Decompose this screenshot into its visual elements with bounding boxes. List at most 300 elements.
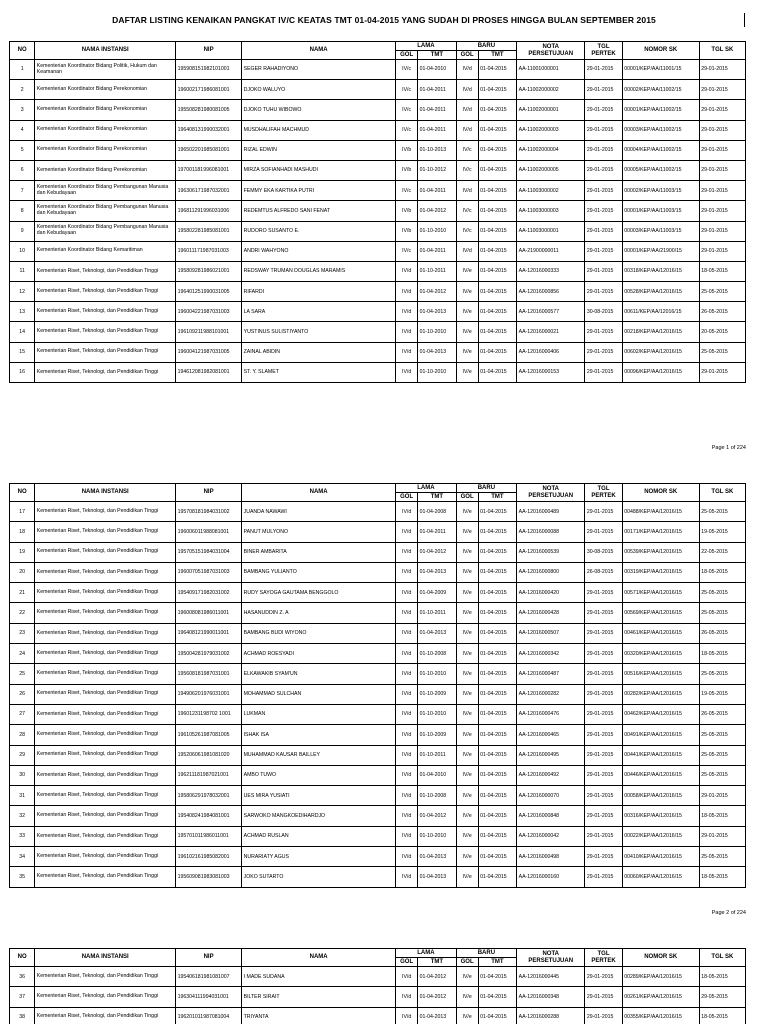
cell-baru-tmt: 01-04-2015 [478, 806, 517, 826]
cell-tgl-pertek: 29-01-2015 [585, 100, 622, 120]
cell-lama-gol: IV/d [396, 261, 418, 281]
cell-baru-tmt: 01-04-2015 [478, 704, 517, 724]
cell-baru-gol: IV/e [456, 603, 478, 623]
cell-lama-tmt: 01-04-2013 [418, 1007, 457, 1024]
cell-nomor-sk: 00528/KEP/AA/12016/15 [622, 282, 699, 302]
cell-nota: AA-12016000070 [517, 786, 585, 806]
cell-baru-gol: IV/e [456, 562, 478, 582]
cell-nomor-sk: 00022/KEP/AA/12016/15 [622, 826, 699, 846]
cell-nota: AA-11002000001 [517, 100, 585, 120]
cell-tgl-pertek: 29-01-2015 [585, 502, 622, 522]
cell-baru-gol: IV/e [456, 583, 478, 603]
cell-baru-tmt: 01-04-2015 [478, 765, 517, 785]
cell-nota: AA-12016000406 [517, 342, 585, 362]
cell-no: 27 [10, 704, 35, 724]
table-row [10, 725, 746, 745]
cell-nip: 195806291978032001 [176, 786, 242, 806]
cell-tgl-pertek: 30-08-2015 [585, 302, 622, 322]
cell-tgl-pertek: 29-01-2015 [585, 786, 622, 806]
cell-lama-gol: IV/d [396, 302, 418, 322]
cell-tgl-sk: 25-05-2015 [699, 603, 745, 623]
cell-lama-tmt: 01-04-2010 [418, 765, 457, 785]
cell-baru-gol: IV/e [456, 664, 478, 684]
col-header-nama: NAMA [242, 484, 396, 502]
cell-nama: REDSWAY TRUMAN DOUGLAS MARAMIS [242, 261, 396, 281]
cell-tgl-sk: 18-05-2015 [699, 967, 745, 987]
cell-nama: BAMBANG YULIANTO [242, 562, 396, 582]
cell-nip: 195708181984031002 [176, 502, 242, 522]
cell-tgl-sk: 25-05-2015 [699, 342, 745, 362]
cell-nota: AA-12016000333 [517, 261, 585, 281]
cell-lama-gol: IV/d [396, 342, 418, 362]
cell-baru-gol: IV/e [456, 623, 478, 643]
cell-tgl-pertek: 29-01-2015 [585, 623, 622, 643]
cell-nomor-sk: 00488/KEP/AA/12016/15 [622, 502, 699, 522]
cell-baru-tmt: 01-04-2015 [478, 362, 517, 382]
cell-nip: 195508281980081005 [176, 100, 242, 120]
cell-nip: 196007051987031003 [176, 562, 242, 582]
cell-no: 1 [10, 60, 35, 80]
cell-baru-tmt: 01-04-2015 [478, 322, 517, 342]
cell-baru-tmt: 01-04-2015 [478, 100, 517, 120]
cell-tgl-sk: 25-05-2015 [699, 664, 745, 684]
col-header-nip: NIP [176, 42, 242, 60]
cell-instansi: Kementerian Koordinator Bidang Pembangunan Manusia dan Kebudayaan [35, 221, 176, 241]
cell-nama: ACHMAD RUSLAN [242, 826, 396, 846]
col-header-lama-tmt: TMT [418, 493, 457, 502]
cell-no: 13 [10, 302, 35, 322]
table-row [10, 100, 746, 120]
cell-lama-gol: IV/d [396, 786, 418, 806]
cell-no: 29 [10, 745, 35, 765]
cell-tgl-sk: 29-01-2015 [699, 100, 745, 120]
cell-nota: AA-12016000042 [517, 826, 585, 846]
cell-lama-gol: IV/d [396, 502, 418, 522]
cell-no: 38 [10, 1007, 35, 1024]
cell-baru-tmt: 01-04-2015 [478, 221, 517, 241]
cell-lama-gol: IV/d [396, 725, 418, 745]
cell-nomor-sk: 00410/KEP/AA/12016/15 [622, 847, 699, 867]
cell-lama-gol: IV/d [396, 644, 418, 664]
cell-instansi: Kementerian Riset, Teknologi, dan Pendidikan Tinggi [35, 502, 176, 522]
cell-lama-tmt: 01-10-2010 [418, 664, 457, 684]
col-header-tgl-pertek: TGL PERTEK [585, 484, 622, 502]
cell-nama: REDEMTUS ALFREDO SANI FENAT [242, 201, 396, 221]
cell-nip: 196004221987031003 [176, 302, 242, 322]
cell-nama: ST. Y. SLAMET [242, 362, 396, 382]
cell-instansi: Kementerian Riset, Teknologi, dan Pendidikan Tinggi [35, 623, 176, 643]
cell-nama: ACHMAD ROESYADI [242, 644, 396, 664]
cell-baru-gol: IV/e [456, 644, 478, 664]
cell-tgl-sk: 19-05-2015 [699, 684, 745, 704]
cell-no: 8 [10, 201, 35, 221]
cell-lama-gol: IV/c [396, 181, 418, 201]
cell-no: 10 [10, 241, 35, 261]
cell-lama-gol: IV/d [396, 826, 418, 846]
col-header-lama: LAMA [396, 949, 457, 958]
cell-nomor-sk: 00355/KEP/AA/12016/15 [622, 1007, 699, 1024]
cell-baru-gol: IV/e [456, 725, 478, 745]
cell-baru-gol: IV/e [456, 806, 478, 826]
cell-nota: AA-12016000021 [517, 322, 585, 342]
cell-nama: MUHAMMAD KAUSAR BAILLEY [242, 745, 396, 765]
cell-tgl-sk: 29-01-2015 [699, 60, 745, 80]
col-header-baru-gol: GOL [456, 51, 478, 60]
table-row [10, 664, 746, 684]
table-row [10, 160, 746, 180]
cell-baru-tmt: 01-04-2015 [478, 201, 517, 221]
table-row [10, 786, 746, 806]
cell-lama-gol: IV/d [396, 542, 418, 562]
cell-instansi: Kementerian Riset, Teknologi, dan Pendidikan Tinggi [35, 826, 176, 846]
col-header-lama-tmt: TMT [418, 51, 457, 60]
col-header-tgl-sk: TGL SK [699, 484, 745, 502]
cell-nip: 196008081986011001 [176, 603, 242, 623]
cell-instansi: Kementerian Riset, Teknologi, dan Pendidikan Tinggi [35, 664, 176, 684]
cell-lama-gol: IV/d [396, 704, 418, 724]
cell-lama-gol: IV/b [396, 201, 418, 221]
cell-baru-gol: IV/d [456, 100, 478, 120]
cell-tgl-pertek: 29-01-2015 [585, 745, 622, 765]
cell-tgl-pertek: 29-01-2015 [585, 120, 622, 140]
cell-nama: MIRZA SOFIANHADI MASHUDI [242, 160, 396, 180]
cell-tgl-sk: 29-01-2015 [699, 120, 745, 140]
cell-nomor-sk: 00516/KEP/AA/12016/15 [622, 664, 699, 684]
cell-lama-gol: IV/d [396, 745, 418, 765]
cell-nota: AA-12016000476 [517, 704, 585, 724]
cell-nota: AA-12016000489 [517, 502, 585, 522]
cell-nomor-sk: 00569/KEP/AA/12016/15 [622, 603, 699, 623]
table-row [10, 745, 746, 765]
cell-no: 6 [10, 160, 35, 180]
cell-nomor-sk: 00318/KEP/AA/12016/15 [622, 261, 699, 281]
col-header-baru: BARU [456, 42, 517, 51]
cell-tgl-pertek: 29-01-2015 [585, 967, 622, 987]
cell-nama: DJOKO WALUYO [242, 80, 396, 100]
col-header-baru-tmt: TMT [478, 493, 517, 502]
cell-baru-gol: IV/c [456, 221, 478, 241]
cell-instansi: Kementerian Riset, Teknologi, dan Pendidikan Tinggi [35, 967, 176, 987]
cell-nota: AA-12016000848 [517, 806, 585, 826]
cell-nip: 196102161985082001 [176, 847, 242, 867]
cell-nama: LA SARA [242, 302, 396, 322]
cell-nama: RIFARDI [242, 282, 396, 302]
cell-instansi: Kementerian Riset, Teknologi, dan Pendidikan Tinggi [35, 704, 176, 724]
cell-nota: AA-11002000002 [517, 80, 585, 100]
cell-lama-tmt: 01-10-2008 [418, 786, 457, 806]
cell-baru-tmt: 01-04-2015 [478, 542, 517, 562]
cell-baru-tmt: 01-04-2015 [478, 847, 517, 867]
cell-tgl-sk: 25-05-2015 [699, 765, 745, 785]
cell-lama-gol: IV/b [396, 160, 418, 180]
listing-sheet-page-2 [9, 483, 746, 888]
table-row [10, 181, 746, 201]
cell-no: 11 [10, 261, 35, 281]
table-row [10, 1007, 746, 1024]
cell-lama-tmt: 01-10-2010 [418, 322, 457, 342]
cell-tgl-pertek: 29-01-2015 [585, 765, 622, 785]
cell-tgl-pertek: 29-01-2015 [585, 1007, 622, 1024]
cell-baru-gol: IV/d [456, 181, 478, 201]
table-row [10, 282, 746, 302]
cell-lama-tmt: 01-04-2012 [418, 282, 457, 302]
col-header-tgl-pertek: TGL PERTEK [585, 949, 622, 967]
cell-lama-tmt: 01-10-2012 [418, 160, 457, 180]
table-row [10, 542, 746, 562]
cell-no: 20 [10, 562, 35, 582]
cell-nama: SARWOKO MANGKOEDIHARDJO [242, 806, 396, 826]
cell-nip: 196401251990031005 [176, 282, 242, 302]
cell-tgl-pertek: 26-08-2015 [585, 562, 622, 582]
page-footer-1: Page 1 of 224 [711, 445, 746, 451]
cell-instansi: Kementerian Riset, Teknologi, dan Pendidikan Tinggi [35, 302, 176, 322]
cell-nota: AA-11002000003 [517, 120, 585, 140]
cell-lama-gol: IV/c [396, 241, 418, 261]
cell-instansi: Kementerian Riset, Teknologi, dan Pendidikan Tinggi [35, 987, 176, 1007]
cell-tgl-sk: 29-01-2015 [699, 201, 745, 221]
cell-nomor-sk: 00446/KEP/AA/12016/15 [622, 765, 699, 785]
cell-nota: AA-12016000428 [517, 603, 585, 623]
cell-lama-tmt: 01-04-2012 [418, 987, 457, 1007]
cell-tgl-pertek: 29-01-2015 [585, 522, 622, 542]
cell-nomor-sk: 00002/KEP/AA/11003/15 [622, 181, 699, 201]
cell-lama-gol: IV/d [396, 623, 418, 643]
cell-nota: AA-12016000465 [517, 725, 585, 745]
cell-lama-gol: IV/c [396, 80, 418, 100]
cell-nama: ANDRI WAHYONO [242, 241, 396, 261]
col-header-baru: BARU [456, 484, 517, 493]
cell-baru-tmt: 01-04-2015 [478, 987, 517, 1007]
cell-nomor-sk: 00319/KEP/AA/12016/15 [622, 562, 699, 582]
table-row [10, 623, 746, 643]
cell-nama: PANUT MULYONO [242, 522, 396, 542]
cell-nama: BAMBANG BUDI WIYONO [242, 623, 396, 643]
table-row [10, 80, 746, 100]
col-header-nota: NOTA PERSETUJUAN [517, 42, 585, 60]
cell-tgl-sk: 18-05-2015 [699, 644, 745, 664]
cell-tgl-sk: 25-05-2015 [699, 745, 745, 765]
cell-tgl-pertek: 29-01-2015 [585, 583, 622, 603]
cell-nota: AA-21900000011 [517, 241, 585, 261]
cell-nomor-sk: 00001/KEP/AA/11001/15 [622, 60, 699, 80]
cell-nomor-sk: 00289/KEP/AA/12016/15 [622, 967, 699, 987]
cell-nomor-sk: 00060/KEP/AA/12016/15 [622, 867, 699, 887]
cell-nip: 195705151984031004 [176, 542, 242, 562]
cell-lama-tmt: 01-04-2011 [418, 100, 457, 120]
cell-tgl-sk: 25-05-2015 [699, 725, 745, 745]
cell-tgl-pertek: 29-01-2015 [585, 362, 622, 382]
cell-nip: 195004281979031002 [176, 644, 242, 664]
cell-nomor-sk: 00261/KEP/AA/12016/15 [622, 987, 699, 1007]
cell-instansi: Kementerian Riset, Teknologi, dan Pendidikan Tinggi [35, 765, 176, 785]
cell-tgl-sk: 29-01-2015 [699, 786, 745, 806]
cell-nama: HASANUDDIN Z. A [242, 603, 396, 623]
cell-nama: ISHAK ISA [242, 725, 396, 745]
cell-nota: AA-12016000160 [517, 867, 585, 887]
cell-baru-tmt: 01-04-2015 [478, 342, 517, 362]
cell-no: 21 [10, 583, 35, 603]
cell-baru-gol: IV/e [456, 282, 478, 302]
cell-instansi: Kementerian Riset, Teknologi, dan Pendidikan Tinggi [35, 562, 176, 582]
cell-nota: AA-12016000420 [517, 583, 585, 603]
cell-nama: MOHAMMAD SULCHAN [242, 684, 396, 704]
cell-no: 33 [10, 826, 35, 846]
cell-tgl-pertek: 29-01-2015 [585, 644, 622, 664]
table-row [10, 704, 746, 724]
cell-nota: AA-12016000539 [517, 542, 585, 562]
col-header-baru-gol: GOL [456, 958, 478, 967]
cell-instansi: Kementerian Riset, Teknologi, dan Pendidikan Tinggi [35, 786, 176, 806]
cell-nota: AA-12016000507 [517, 623, 585, 643]
page-footer-2: Page 2 of 224 [711, 910, 746, 916]
cell-baru-gol: IV/e [456, 847, 478, 867]
cell-baru-gol: IV/e [456, 1007, 478, 1024]
cell-nip: 196011171987031003 [176, 241, 242, 261]
cell-nip: 196811291996031006 [176, 201, 242, 221]
col-header-nip: NIP [176, 949, 242, 967]
cell-lama-gol: IV/b [396, 140, 418, 160]
table-row [10, 221, 746, 241]
cell-baru-tmt: 01-04-2015 [478, 745, 517, 765]
listing-sheet-page-3 [9, 948, 746, 1024]
col-header-baru-gol: GOL [456, 493, 478, 502]
cell-tgl-sk: 29-01-2015 [699, 826, 745, 846]
cell-tgl-sk: 29-01-2015 [699, 140, 745, 160]
cell-instansi: Kementerian Riset, Teknologi, dan Pendidikan Tinggi [35, 362, 176, 382]
col-header-lama-gol: GOL [396, 493, 418, 502]
cell-nota: AA-12016000800 [517, 562, 585, 582]
cell-baru-gol: IV/e [456, 967, 478, 987]
cell-nama: TRIYANTA [242, 1007, 396, 1024]
listing-sheet-page-1 [9, 41, 746, 383]
cell-baru-gol: IV/d [456, 60, 478, 80]
cell-baru-tmt: 01-04-2015 [478, 502, 517, 522]
cell-nomor-sk: 00539/KEP/AA/12016/15 [622, 542, 699, 562]
cell-instansi: Kementerian Koordinator Bidang Kemaritiman [35, 241, 176, 261]
cell-nama: JUANDA NAWAWI [242, 502, 396, 522]
table-row [10, 806, 746, 826]
cell-lama-gol: IV/c [396, 60, 418, 80]
cell-lama-tmt: 01-04-2012 [418, 201, 457, 221]
cell-no: 23 [10, 623, 35, 643]
col-header-nomor-sk: NOMOR SK [622, 949, 699, 967]
cell-baru-tmt: 01-04-2015 [478, 1007, 517, 1024]
cell-baru-gol: IV/e [456, 342, 478, 362]
cell-nomor-sk: 00004/KEP/AA/11002/15 [622, 140, 699, 160]
cell-no: 36 [10, 967, 35, 987]
col-header-lama: LAMA [396, 484, 457, 493]
cell-nip: 195802281985081001 [176, 221, 242, 241]
col-header-baru-tmt: TMT [478, 958, 517, 967]
cell-lama-tmt: 01-10-2011 [418, 745, 457, 765]
cell-nama: BILTER SIRAIT [242, 987, 396, 1007]
cell-baru-tmt: 01-04-2015 [478, 786, 517, 806]
cell-nota: AA-11003000003 [517, 201, 585, 221]
cell-tgl-pertek: 29-01-2015 [585, 241, 622, 261]
cell-baru-tmt: 01-04-2015 [478, 80, 517, 100]
cell-no: 30 [10, 765, 35, 785]
col-header-nama: NAMA [242, 42, 396, 60]
cell-instansi: Kementerian Koordinator Bidang Pembangunan Manusia dan Kebudayaan [35, 181, 176, 201]
cell-baru-gol: IV/e [456, 745, 478, 765]
col-header-tgl-pertek: TGL PERTEK [585, 42, 622, 60]
cell-lama-tmt: 01-04-2013 [418, 867, 457, 887]
cell-lama-tmt: 01-04-2012 [418, 806, 457, 826]
cell-nota: AA-12016000088 [517, 522, 585, 542]
cell-baru-tmt: 01-04-2015 [478, 522, 517, 542]
cell-tgl-sk: 29-01-2015 [699, 241, 745, 261]
table-row [10, 765, 746, 785]
cell-lama-tmt: 01-10-2009 [418, 725, 457, 745]
cell-instansi: Kementerian Koordinator Bidang Perekonomian [35, 160, 176, 180]
cell-nomor-sk: 00441/KEP/AA/12016/15 [622, 745, 699, 765]
cell-instansi: Kementerian Riset, Teknologi, dan Pendidikan Tinggi [35, 847, 176, 867]
col-header-tgl-sk: TGL SK [699, 949, 745, 967]
cell-tgl-pertek: 29-01-2015 [585, 261, 622, 281]
col-header-baru: BARU [456, 949, 517, 958]
cell-lama-gol: IV/d [396, 967, 418, 987]
cell-tgl-pertek: 29-01-2015 [585, 322, 622, 342]
cell-nip: 194612081982081001 [176, 362, 242, 382]
cell-nama: SEGER RAHADIYONO [242, 60, 396, 80]
cell-nota: AA-12016000288 [517, 1007, 585, 1024]
cell-baru-gol: IV/e [456, 261, 478, 281]
cell-baru-gol: IV/e [456, 826, 478, 846]
col-header-lama-tmt: TMT [418, 958, 457, 967]
cell-tgl-sk: 25-05-2015 [699, 502, 745, 522]
cell-lama-gol: IV/d [396, 664, 418, 684]
cell-baru-tmt: 01-04-2015 [478, 60, 517, 80]
cell-no: 24 [10, 644, 35, 664]
cell-nama: DJOKO TUHU WIBOWO [242, 100, 396, 120]
cell-tgl-sk: 20-05-2015 [699, 322, 745, 342]
table-row [10, 502, 746, 522]
table-row [10, 826, 746, 846]
cell-nomor-sk: 00005/KEP/AA/11002/15 [622, 160, 699, 180]
cell-tgl-sk: 26-05-2015 [699, 623, 745, 643]
cell-baru-gol: IV/e [456, 704, 478, 724]
cell-nota: AA-12016000348 [517, 987, 585, 1007]
cell-lama-gol: IV/d [396, 765, 418, 785]
col-header-lama: LAMA [396, 42, 457, 51]
cell-nomor-sk: 00171/KEP/AA/12016/15 [622, 522, 699, 542]
cell-no: 32 [10, 806, 35, 826]
cell-nip: 195908151982101001 [176, 60, 242, 80]
cell-no: 14 [10, 322, 35, 342]
cell-tgl-sk: 29-01-2015 [699, 80, 745, 100]
cell-tgl-pertek: 29-01-2015 [585, 221, 622, 241]
cell-baru-gol: IV/d [456, 80, 478, 100]
listing-table [9, 483, 746, 888]
cell-no: 4 [10, 120, 35, 140]
cell-lama-tmt: 01-04-2013 [418, 342, 457, 362]
table-row [10, 302, 746, 322]
cell-baru-tmt: 01-04-2015 [478, 623, 517, 643]
cell-nomor-sk: 00491/KEP/AA/12016/15 [622, 725, 699, 745]
cell-nama: RUDY SAYOGA GAUTAMA BENGGOLO [242, 583, 396, 603]
cell-tgl-sk: 29-01-2015 [699, 181, 745, 201]
cell-tgl-sk: 29-01-2015 [699, 362, 745, 382]
table-row [10, 120, 746, 140]
col-header-nip: NIP [176, 484, 242, 502]
cell-baru-gol: IV/d [456, 120, 478, 140]
cell-nip: 196006011988081001 [176, 522, 242, 542]
cell-tgl-sk: 29-01-2015 [699, 221, 745, 241]
cell-lama-tmt: 01-04-2009 [418, 583, 457, 603]
cell-no: 28 [10, 725, 35, 745]
table-row [10, 603, 746, 623]
cell-lama-gol: IV/d [396, 282, 418, 302]
